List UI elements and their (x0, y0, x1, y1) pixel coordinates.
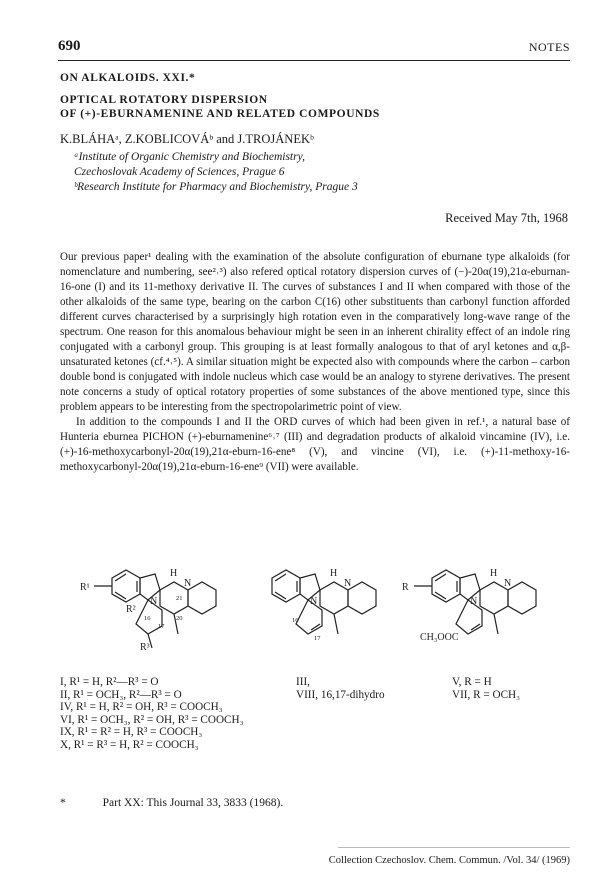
label-c20: 20 (176, 615, 183, 622)
section-label: NOTES (528, 40, 570, 54)
label-H: H (170, 568, 178, 579)
legend-column-2 (296, 676, 385, 701)
label-R: R (402, 582, 409, 593)
paragraph-1: Our previous paper¹ dealing with the examination of the absolute configuration of eburnane type alkaloids (for nomenclature and numbering, see²˒³) also refered optical rotatory dispersion curves of (−)-20α(19),21α-eburnan-16-one (I) and its 11-methoxy derivative II. The curves of substances I and II when compared with those of the other alkaloids of the same type, bearing on the carbon C(16) other substituents than carbonyl function afforded different curves characterised by a surprisingly high rotation even in the comparatively long-wave range of the spectrum. One reason for this anomalous behaviour might be seen in an inherent chirality effect of an indole ring conjugated with a carbonyl group. This grouping is at least formally analogous to that of aryl ketones and α,β-unsaturated ketones (cf.⁴˒⁵). A similar situation might be expected also with compounds where the carbon – carbon double bond is conjugated with indole nucleus which case would be an analogy to styrene derivatives. The present note concerns a study of optical rotatory properties of some substances of the above mentioned type, since this problem appears to be interesting from the spectropolarimetric point of view. (60, 251, 570, 413)
legend-entry: III, (296, 676, 310, 688)
label-c17: 17 (314, 635, 321, 642)
legend-entry: IV, R¹ = H, R² = OH, R³ = COOCH₃ (60, 701, 223, 713)
legend-entry: VI, R¹ = OCH₃, R² = OH, R³ = COOCH₃ (60, 713, 244, 726)
label-R3: R³ (140, 642, 150, 653)
affiliation-line: ᵃInstitute of Organic Chemistry and Biochemistry, (74, 151, 305, 163)
label-c16: 16 (292, 617, 299, 624)
label-ester: CH₃OOC (420, 632, 459, 643)
label-H: H (490, 568, 498, 579)
label-N2: N (504, 578, 512, 589)
label-N: N (310, 596, 318, 607)
footnote (60, 797, 283, 809)
legend-entry: II, R¹ = OCH₃, R²—R³ = O (60, 688, 182, 701)
article-title-line1: OPTICAL ROTATORY DISPERSION (60, 94, 268, 106)
legend-entry: X, R¹ = R³ = H, R² = COOCH₃ (60, 738, 199, 751)
paragraph-2: In addition to the compounds I and II the ORD curves of which had been given in ref.¹, a natural base of Hunteria eburnea PICHON (+)-eburnamenine⁶˒⁷ (III) and degradation products of alkaloid vincamine (IV), i.e. (+)-16-methoxycarbonyl-20α(19),21α-eburn-16-ene⁸ (V), and vincine (VI), i.e. (+)-11-methoxy-16-methoxycarbonyl-20α(19),21α-eburn-16-ene⁹ (VII) were available. (60, 416, 570, 473)
legend-entry: I, R¹ = H, R²—R³ = O (60, 676, 159, 688)
legend-entry: V, R = H (452, 676, 492, 688)
series-title: ON ALKALOIDS. XXI.* (60, 72, 196, 84)
label-N: N (470, 596, 478, 607)
structure-eburnamenine (272, 570, 376, 634)
label-N2: N (184, 578, 192, 589)
page-number: 690 (58, 38, 81, 54)
legend-column-3 (452, 676, 520, 701)
footnote-marker: * (60, 797, 66, 809)
received-date: Received May 7th, 1968 (445, 211, 568, 225)
authors: K.BLÁHAᵃ, Z.KOBLICOVÁᵇ and J.TROJÁNEKᵇ (60, 132, 314, 146)
footer-rule (338, 847, 570, 848)
affiliation-line: ᵇResearch Institute for Pharmacy and Biochemistry, Prague 3 (74, 181, 358, 193)
label-c17: 17 (158, 623, 165, 630)
label-N: N (150, 596, 158, 607)
label-c21: 21 (176, 595, 183, 602)
label-R1: R¹ (80, 582, 90, 593)
structure-eburnanone (94, 570, 216, 648)
legend-entry: VIII, 16,17-dihydro (296, 688, 385, 701)
label-H: H (330, 568, 338, 579)
legend-entry: VII, R = OCH₃ (452, 688, 521, 701)
chemical-structures (80, 548, 580, 668)
label-N2: N (344, 578, 352, 589)
journal-reference: Collection Czechoslov. Chem. Commun. /Vol. 34/ (1969) (328, 855, 570, 866)
label-R2: R² (126, 604, 136, 615)
affiliation-line: Czechoslovak Academy of Sciences, Prague 6 (74, 166, 285, 178)
body-text (60, 250, 570, 475)
article-title-line2: OF (+)-EBURNAMENINE AND RELATED COMPOUNDS (60, 108, 380, 120)
footnote-text: Part XX: This Journal 33, 3833 (1968). (102, 797, 284, 809)
legend-entry: IX, R¹ = R² = H, R³ = COOCH₃ (60, 726, 203, 738)
legend-column-1 (60, 676, 244, 751)
label-c16: 16 (144, 615, 151, 622)
running-header (58, 38, 570, 61)
